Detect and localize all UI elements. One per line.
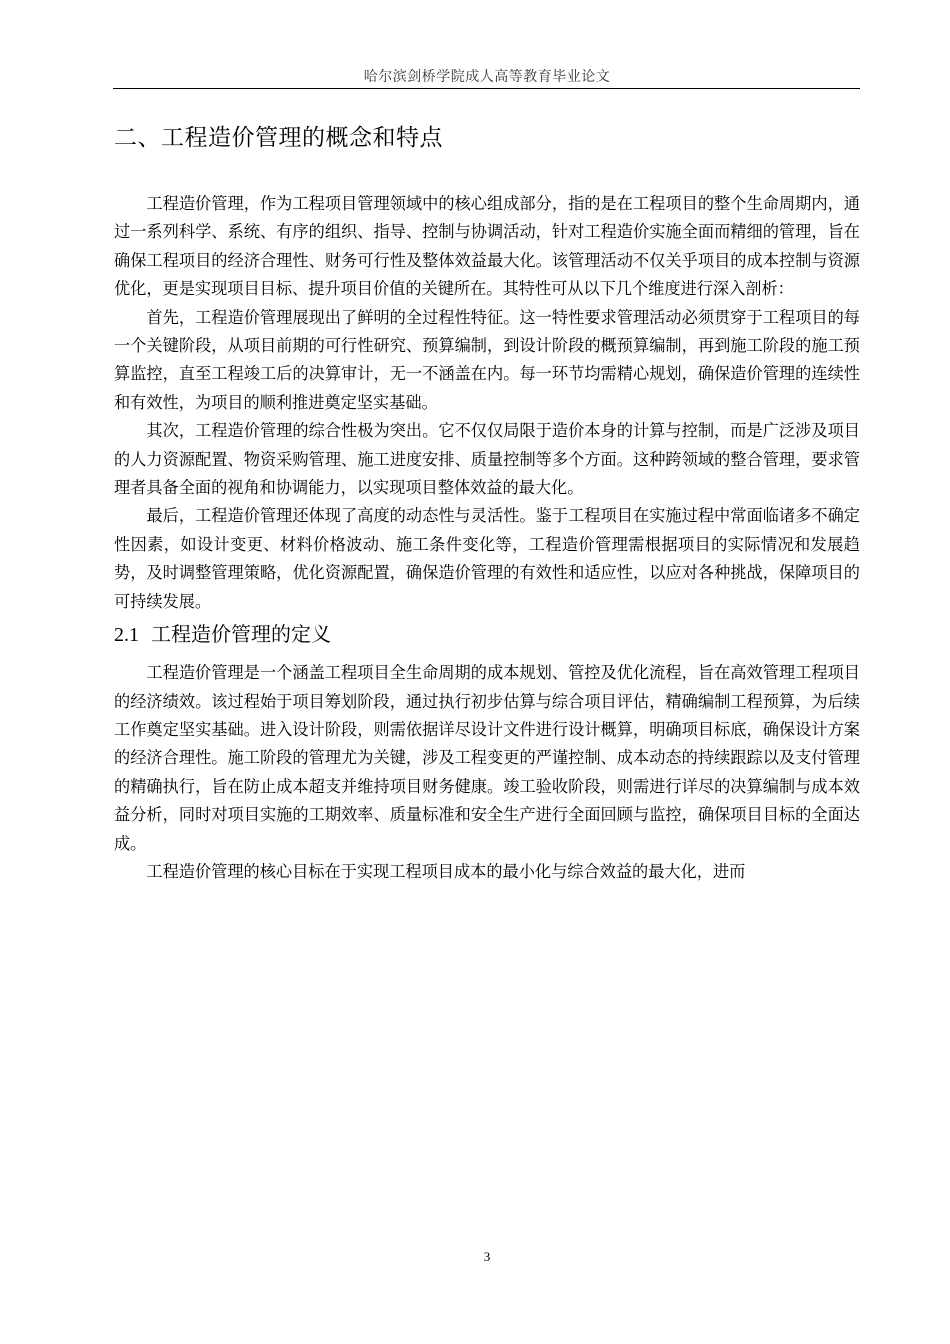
paragraph: 最后，工程造价管理还体现了高度的动态性与灵活性。鉴于工程项目在实施过程中常面临诸多不确定性因素，如设计变更、材料价格波动、施工条件变化等，工程造价管理需根据项目的实际情况和发展趋势，及时调整管理策略，优化资源配置，确保造价管理的有效性和适应性，以应对各种挑战，保障项目的可持续发展。 [114, 506, 860, 611]
section-title: 工程造价管理的定义 [151, 622, 331, 647]
section-heading [114, 616, 860, 653]
paragraph: 工程造价管理的核心目标在于实现工程项目成本的最小化与综合效益的最大化，进而 [146, 861, 746, 881]
paragraph: 工程造价管理，作为工程项目管理领域中的核心组成部分，指的是在工程项目的整个生命周期内，通过一系列科学、系统、有序的组织、指导、控制与协调活动，针对工程造价实施全面而精细的管理，旨在确保工程项目的经济合理性、财务可行性及整体效益最大化。该管理活动不仅关乎项目的成本控制与资源优化，更是实现项目目标、提升项目价值的关键所在。其特性可从以下几个维度进行深入剖析： [114, 194, 860, 299]
running-header: 哈尔滨剑桥学院成人高等教育毕业论文 [363, 69, 611, 85]
paragraph: 首先，工程造价管理展现出了鲜明的全过程性特征。这一特性要求管理活动必须贯穿于工程项目的每一个关键阶段，从项目前期的可行性研究、预算编制，到设计阶段的概预算编制，再到施工阶段的施工预算监控，直至工程竣工后的决算审计，无一不涵盖在内。每一环节均需精心规划，确保造价管理的连续性和有效性，为项目的顺利推进奠定坚实基础。 [114, 307, 860, 412]
section-number: 2.1 [114, 624, 139, 647]
paragraph: 工程造价管理是一个涵盖工程项目全生命周期的成本规划、管控及优化流程，旨在高效管理工程项目的经济绩效。该过程始于项目筹划阶段，通过执行初步估算与综合项目评估，精确编制工程预算，为后续工作奠定坚实基础。进入设计阶段，则需依据详尽设计文件进行设计概算，明确项目标底，确保设计方案的经济合理性。施工阶段的管理尤为关键，涉及工程变更的严谨控制、成本动态的持续跟踪以及支付管理的精确执行，旨在防止成本超支并维持项目财务健康。竣工验收阶段，则需进行详尽的决算编制与成本效益分析，同时对项目实施的工期效率、质量标准和安全生产进行全面回顾与监控，确保项目目标的全面达成。 [114, 663, 860, 853]
header-divider [113, 88, 860, 89]
page-body [114, 118, 860, 886]
chapter-title: 二、工程造价管理的概念和特点 [114, 125, 443, 151]
paragraph: 其次，工程造价管理的综合性极为突出。它不仅仅局限于造价本身的计算与控制，而是广泛涉及项目的人力资源配置、物资采购管理、施工进度安排、质量控制等多个方面。这种跨领域的整合管理，要求管理者具备全面的视角和协调能力，以实现项目整体效益的最大化。 [114, 421, 860, 498]
page-number: 3 [483, 1249, 491, 1264]
